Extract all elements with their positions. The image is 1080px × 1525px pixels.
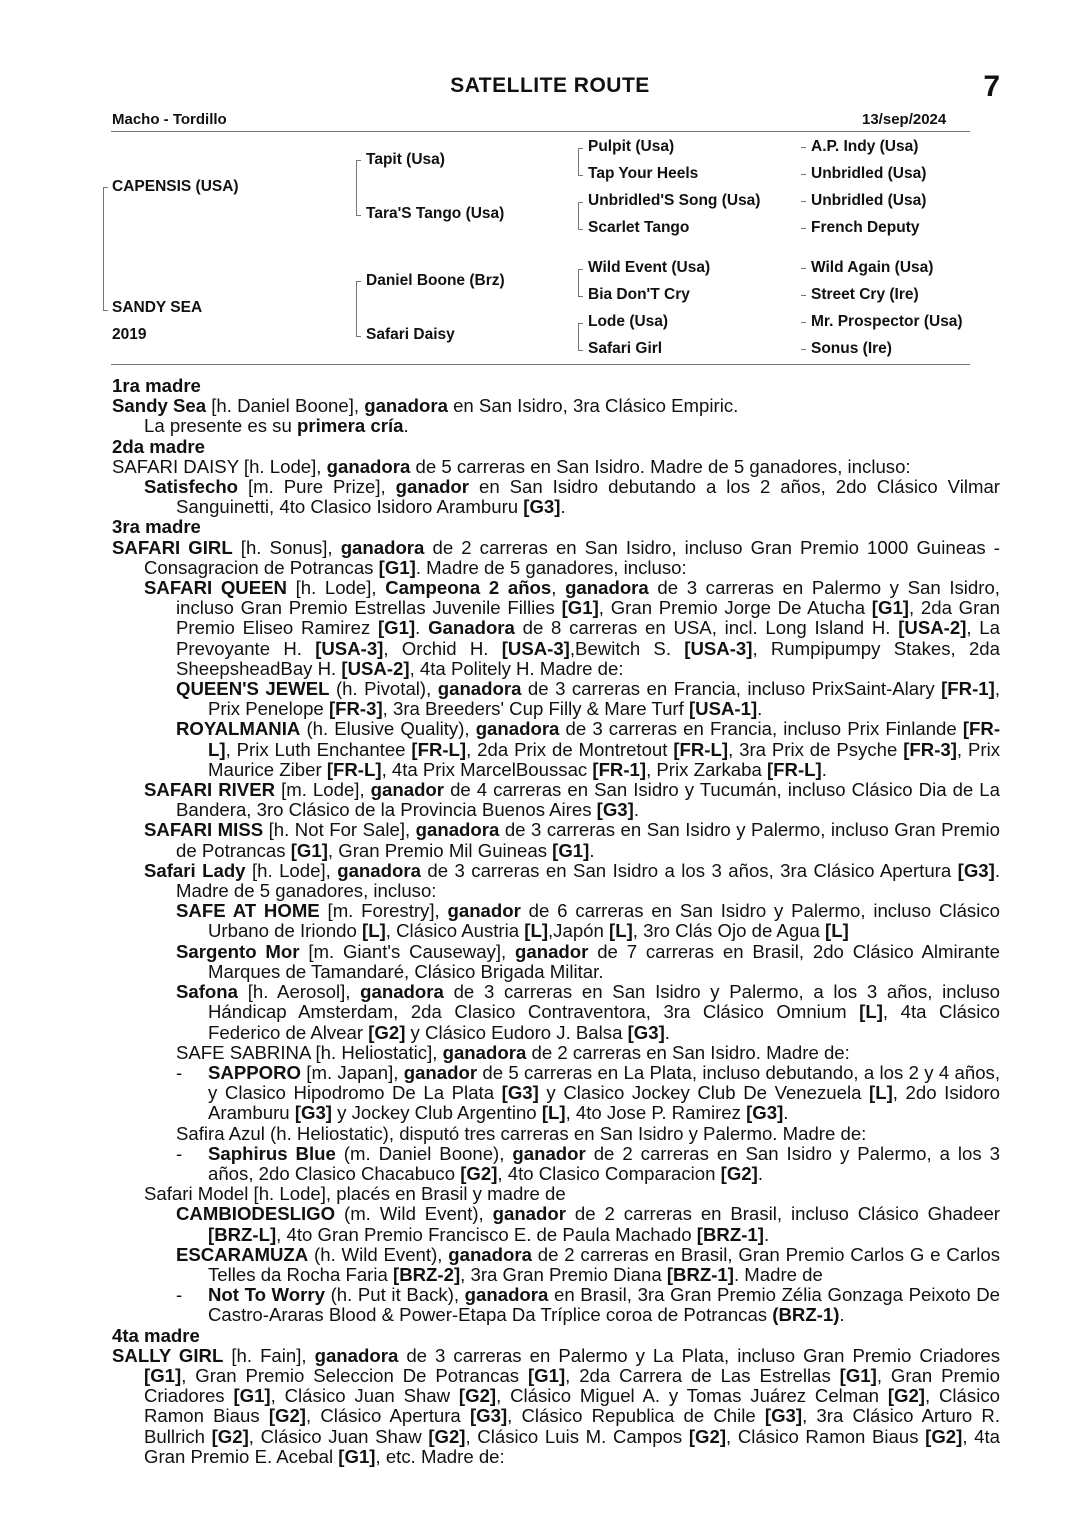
entry-text: , bbox=[551, 577, 566, 599]
entry-text-bold: ganadora bbox=[464, 1284, 549, 1306]
pedigree-gen3: Scarlet Tango bbox=[588, 219, 690, 236]
pedigree-connector bbox=[578, 350, 583, 351]
entry-text-bold: ganadora bbox=[340, 536, 425, 558]
entry-text-bold: ganador bbox=[447, 900, 521, 922]
pedigree-gen4: A.P. Indy (Usa) bbox=[811, 138, 919, 155]
entry-text-bold: Campeona 2 años bbox=[385, 577, 552, 599]
pedigree-bottom-divider bbox=[111, 364, 970, 365]
grade-tag: [G3] bbox=[957, 859, 995, 881]
entry-text: . Madre de bbox=[733, 1263, 823, 1285]
entry-text: . bbox=[839, 1304, 845, 1326]
pedigree-connector bbox=[578, 323, 583, 324]
horse-name: Satisfecho bbox=[144, 476, 239, 498]
entry-text: [h. Fain], bbox=[223, 1344, 315, 1366]
entry-text: de 3 carreras en San Isidro a los 3 años, 3ra Clásico Apertura bbox=[420, 859, 958, 881]
horse-name: Saphirus Blue bbox=[208, 1142, 336, 1164]
grade-tag: [FR-L] bbox=[766, 758, 822, 780]
pedigree-gen4: Street Cry (Ire) bbox=[811, 286, 919, 303]
grade-tag: [G3] bbox=[294, 1102, 332, 1124]
entry-text: (h. Pivotal), bbox=[329, 678, 438, 700]
grade-tag: [L] bbox=[825, 920, 849, 942]
grade-tag: [G1] bbox=[378, 556, 416, 578]
entry-text: (h. Wild Event), bbox=[308, 1243, 449, 1265]
entry-text-bold: ganadora bbox=[364, 395, 448, 417]
entry-text: , Gran Premio Seleccion De Potrancas bbox=[181, 1364, 528, 1386]
family-entry bbox=[112, 982, 1000, 1043]
entry-text: , 4ta Prix MarcelBoussac bbox=[381, 758, 593, 780]
entry-text: y Clasico Jockey Club De Venezuela bbox=[538, 1082, 870, 1104]
family-entry: Safira Azul (h. Heliostatic), disputó tres carreras en San Isidro y Palermo. Madre de: bbox=[176, 1122, 867, 1144]
entry-text: en San Isidro, 3ra Clásico Empiric. bbox=[447, 395, 739, 417]
entry-text: [m. Lode], bbox=[275, 779, 371, 801]
grade-tag: [G1] bbox=[290, 839, 328, 861]
entry-text: [h. Lode], bbox=[245, 859, 338, 881]
entry-text: de 2 carreras en Brasil, Gran Premio Carlos G e Carlos Telles da Rocha Faria bbox=[208, 1243, 1000, 1285]
pedigree-connector bbox=[578, 148, 579, 176]
pedigree-connector bbox=[103, 310, 108, 311]
grade-tag: [L] bbox=[859, 1001, 883, 1023]
grade-tag: [G1] bbox=[527, 1364, 566, 1386]
grade-tag: [BRZ-1] bbox=[696, 1223, 764, 1245]
family-entry bbox=[112, 1063, 1000, 1124]
entry-text: , Gran Premio Criadores bbox=[144, 1364, 1000, 1407]
pedigree-gen2: Tara'S Tango (Usa) bbox=[366, 205, 505, 222]
entry-text: . bbox=[415, 617, 429, 639]
pedigree-gen3: Lode (Usa) bbox=[588, 313, 669, 330]
grade-tag: [G2] bbox=[887, 1385, 925, 1407]
grade-tag: [G1] bbox=[552, 839, 590, 861]
grade-tag: [FR-1] bbox=[592, 758, 647, 780]
entry-text: , Clásico Republica de Chile bbox=[507, 1405, 765, 1427]
grade-tag: [USA-3] bbox=[501, 637, 570, 659]
grade-tag: [G1] bbox=[839, 1364, 877, 1386]
entry-text: [m. Giant's Causeway], bbox=[299, 940, 516, 962]
grade-tag: [G2] bbox=[368, 1021, 406, 1043]
grade-tag: [G2] bbox=[458, 1385, 497, 1407]
pedigree-top-divider bbox=[111, 131, 970, 132]
entry-text: , Clásico Juan Shaw bbox=[248, 1425, 429, 1447]
horse-name: ESCARAMUZA bbox=[176, 1243, 309, 1265]
grade-tag: [FR-1] bbox=[941, 678, 995, 700]
entry-text: , 4to Clasico Comparacion bbox=[497, 1162, 721, 1184]
entry-text: . bbox=[757, 1162, 763, 1184]
grade-tag: [L] bbox=[609, 920, 633, 942]
pedigree-gen4: Sonus (Ire) bbox=[811, 340, 892, 357]
grade-tag: [BRZ-2] bbox=[393, 1263, 461, 1285]
grade-tag: [G1] bbox=[871, 597, 909, 619]
entry-text: (m. Daniel Boone), bbox=[335, 1142, 513, 1164]
entry-text-bold: ganadora bbox=[326, 455, 411, 477]
entry-text: . bbox=[763, 1223, 770, 1245]
family-entry bbox=[112, 1144, 1000, 1184]
entry-text-bold: ganadora bbox=[442, 1041, 527, 1063]
grade-tag: [FR-L] bbox=[208, 718, 1001, 760]
grade-tag: [FR-3] bbox=[903, 738, 957, 760]
entry-text: de 3 carreras en Palermo y San Isidro, incluso Gran Premio Estrellas Juvenile Fillies bbox=[176, 577, 1000, 619]
entry-text: en Brasil, 3ra Gran Premio Zélia Gonzaga Peixoto De Castro-Araras Blood & Power-Etapa Da Tríplice coroa de Potrancas bbox=[208, 1284, 1000, 1326]
family-entry bbox=[112, 578, 1000, 679]
pedigree-connector bbox=[578, 269, 583, 270]
entry-text: , Clásico Juan Shaw bbox=[270, 1385, 459, 1407]
entry-text: , Clásico Luis M. Campos bbox=[465, 1425, 689, 1447]
entry-text: ,Bewitch S. bbox=[569, 637, 685, 659]
entry-text: de 2 carreras en San Isidro y Palermo, a los 3 años, 2do Clasico Chacabuco bbox=[208, 1142, 1000, 1184]
pedigree-gen3: Safari Girl bbox=[588, 340, 663, 357]
pedigree-gen3: Pulpit (Usa) bbox=[588, 138, 675, 155]
pedigree-dash bbox=[801, 201, 806, 202]
entry-text: , Orchid H. bbox=[383, 637, 502, 659]
pedigree-dash bbox=[801, 147, 806, 148]
entry-text: de 3 carreras en Francia, incluso Prix Finlande bbox=[559, 718, 963, 740]
entry-text: . Madre de 5 ganadores, incluso: bbox=[415, 556, 687, 578]
grade-tag: [G2] bbox=[720, 1162, 758, 1184]
entry-text: de 4 carreras en San Isidro y Tucumán, incluso Clásico Dia de La Bandera, 3ro Clásico de la Provincia Buenos Aires bbox=[176, 779, 1000, 821]
entry-text: . Madre de 5 ganadores, incluso: bbox=[176, 859, 1000, 902]
horse-name: Safari Lady bbox=[144, 859, 246, 881]
entry-text: , Gran Premio Jorge De Atucha bbox=[598, 597, 872, 619]
entry-text: , 2da Gran Premio Eliseo Ramirez bbox=[176, 597, 1000, 639]
family-entry bbox=[112, 861, 1000, 901]
section-heading: 4ta madre bbox=[112, 1324, 200, 1346]
grade-tag: [G1] bbox=[233, 1385, 271, 1407]
entry-text: . bbox=[633, 799, 640, 821]
grade-tag: [G2] bbox=[925, 1425, 963, 1447]
horse-name: Sargento Mor bbox=[176, 940, 300, 962]
pedigree-connector bbox=[578, 148, 583, 149]
family-entry bbox=[112, 396, 1000, 416]
pedigree-gen2: Safari Daisy bbox=[366, 326, 455, 343]
entry-text: , 3ra Gran Premio Diana bbox=[460, 1263, 667, 1285]
grade-tag: [USA-2] bbox=[341, 657, 410, 679]
grade-tag: [G2] bbox=[211, 1425, 249, 1447]
pedigree-dash bbox=[801, 228, 806, 229]
pedigree-gen4: Unbridled (Usa) bbox=[811, 192, 927, 209]
entry-text: , 2do Isidoro Aramburu bbox=[208, 1082, 1000, 1124]
entry-text: (h. Put it Back), bbox=[324, 1284, 465, 1306]
family-entry bbox=[112, 1285, 1000, 1325]
grade-tag: [FR-L] bbox=[673, 738, 729, 760]
pedigree-connector bbox=[578, 323, 579, 351]
grade-tag: [FR-L] bbox=[411, 738, 467, 760]
section-heading: 2da madre bbox=[112, 435, 206, 457]
pedigree-connector bbox=[356, 281, 357, 337]
entry-text-bold: ganadora bbox=[437, 678, 522, 700]
grade-tag: [BRZ-L] bbox=[208, 1223, 277, 1245]
horse-name: SAFE AT HOME bbox=[176, 900, 320, 922]
horse-name: SAFARI RIVER bbox=[144, 779, 276, 801]
family-entry bbox=[112, 901, 1000, 941]
entry-text-bold: ganadora bbox=[314, 1344, 399, 1366]
entry-text: , Prix Penelope bbox=[208, 678, 1000, 720]
grade-tag: [G3] bbox=[596, 799, 634, 821]
family-entry bbox=[112, 679, 1000, 719]
horse-name: Sandy Sea bbox=[112, 395, 207, 417]
grade-tag: [G1] bbox=[338, 1445, 376, 1467]
entry-text: , 3ra Prix de Psyche bbox=[728, 738, 904, 760]
entry-text: , 4ta Gran Premio E. Acebal bbox=[144, 1425, 1000, 1467]
entry-text: , 3ra Breeders' Cup Filly & Mare Turf bbox=[382, 698, 689, 720]
family-entry bbox=[112, 719, 1000, 780]
grade-tag: [G3] bbox=[469, 1405, 508, 1427]
entry-text: , 3ra Clásico Arturo R. Bullrich bbox=[144, 1405, 1000, 1447]
entry-text: de 2 carreras en San Isidro, incluso Gran Premio 1000 Guineas - Consagracion de Potrancas bbox=[144, 536, 1000, 578]
entry-text-bold: ganadora bbox=[448, 1243, 532, 1265]
entry-text: , Clásico Miguel A. y Tomas Juárez Celman bbox=[496, 1385, 888, 1407]
family-entry: Safari Model [h. Lode], placés en Brasil y madre de bbox=[144, 1183, 566, 1205]
entry-text: [h. Lode], bbox=[286, 577, 386, 599]
entry-text: . bbox=[757, 698, 763, 720]
pedigree-connector bbox=[356, 281, 361, 282]
grade-tag: [G2] bbox=[460, 1162, 498, 1184]
grade-tag: [USA-3] bbox=[315, 637, 384, 659]
entry-text: . bbox=[821, 758, 827, 780]
entry-text: [m. Forestry], bbox=[319, 900, 448, 922]
entry-text: , Rumpipumpy Stakes, 2da SheepsheadBay H. bbox=[176, 637, 1000, 679]
horse-name: SAFARI QUEEN bbox=[144, 577, 287, 599]
pedigree-gen4: Mr. Prospector (Usa) bbox=[811, 313, 963, 330]
entry-text: ,Japón bbox=[548, 920, 610, 942]
entry-text: [m. Japan], bbox=[301, 1061, 404, 1083]
pedigree-connector bbox=[103, 187, 104, 311]
entry-text: en San Isidro debutando a los 2 años, 2do Clásico Vilmar Sanguinetti, 4to Clasico Isidoro Aramburu bbox=[176, 476, 1000, 518]
entry-text: de 8 carreras en USA, incl. Long Island H. bbox=[514, 617, 899, 639]
grade-tag: [L] bbox=[524, 920, 549, 942]
grade-tag: (BRZ-1) bbox=[772, 1304, 840, 1326]
entry-text-bold: ganador bbox=[492, 1203, 566, 1225]
horse-name: ROYALMANIA bbox=[176, 718, 301, 740]
grade-tag: [G3] bbox=[764, 1405, 803, 1427]
family-entry bbox=[112, 780, 1000, 820]
entry-text: de 3 carreras en San Isidro y Palermo, incluso Gran Premio de Potrancas bbox=[176, 819, 1000, 861]
pedigree-connector bbox=[578, 202, 579, 230]
horse-name: SAFARI MISS bbox=[144, 819, 264, 841]
entry-text-bold: ganadora bbox=[337, 859, 421, 881]
pedigree-gen3: Unbridled'S Song (Usa) bbox=[588, 192, 761, 209]
entry-text: . bbox=[403, 415, 409, 437]
entry-text: . bbox=[560, 496, 566, 518]
pedigree-connector bbox=[578, 296, 583, 297]
entry-text: de 5 carreras en San Isidro. Madre de 5 ganadores, incluso: bbox=[410, 455, 911, 477]
entry-text: , Clásico Apertura bbox=[306, 1405, 470, 1427]
grade-tag: [L] bbox=[541, 1102, 566, 1124]
entry-text-bold: ganador bbox=[395, 476, 470, 498]
pedigree-dash bbox=[801, 322, 806, 323]
entry-text: de 3 carreras en San Isidro y Palermo, a los 3 años, incluso Hándicap Amsterdam, 2da Clasico Contraventora, 3ra Clásico Omnium bbox=[208, 981, 1000, 1023]
grade-tag: [FR-L] bbox=[326, 758, 382, 780]
pedigree-dash bbox=[801, 349, 806, 350]
entry-text: , 4ta Clásico Federico de Alvear bbox=[208, 1001, 1000, 1043]
horse-name: SAPPORO bbox=[208, 1061, 301, 1083]
pedigree-connector bbox=[578, 202, 583, 203]
grade-tag: [G3] bbox=[627, 1021, 665, 1043]
pedigree-gen4: French Deputy bbox=[811, 219, 920, 236]
pedigree-connector bbox=[578, 269, 579, 297]
pedigree-dam: SANDY SEA bbox=[112, 299, 203, 316]
family-entry bbox=[112, 1204, 1000, 1244]
pedigree-dash bbox=[801, 295, 806, 296]
entry-text: , 4to Gran Premio Francisco E. de Paula Machado bbox=[276, 1223, 697, 1245]
entry-text: , Clásico Ramon Biaus bbox=[144, 1385, 1000, 1427]
grade-tag: [FR-3] bbox=[328, 698, 383, 720]
pedigree-connector bbox=[356, 336, 361, 337]
pedigree-dash bbox=[801, 174, 806, 175]
section-heading: 3ra madre bbox=[112, 516, 201, 538]
grade-tag: [G3] bbox=[746, 1102, 784, 1124]
entry-text: [h. Aerosol], bbox=[238, 981, 361, 1003]
pedigree-connector bbox=[356, 160, 361, 161]
entry-text: y Jockey Club Argentino bbox=[332, 1102, 542, 1124]
entry-text: , La Prevoyante H. bbox=[176, 617, 1000, 659]
entry-text: de 6 carreras en San Isidro y Palermo, incluso Clásico Urbano de Iriondo bbox=[208, 900, 1000, 942]
family-entry bbox=[112, 820, 1000, 860]
pedigree-connector bbox=[356, 160, 357, 216]
grade-tag: [G2] bbox=[428, 1425, 466, 1447]
entry-text: , 2da Carrera de Las Estrellas bbox=[565, 1364, 840, 1386]
entry-text: de 3 carreras en Palermo y La Plata, incluso Gran Premio Criadores bbox=[398, 1344, 1000, 1366]
pedigree-gen4: Unbridled (Usa) bbox=[811, 165, 927, 182]
catalog-date: 13/sep/2024 bbox=[862, 111, 947, 128]
entry-text-bold: ganador bbox=[512, 1142, 586, 1164]
horse-name-title: SATELLITE ROUTE bbox=[450, 74, 650, 97]
entry-text-bold: ganadora bbox=[360, 981, 444, 1003]
grade-tag: [USA-2] bbox=[898, 617, 967, 639]
list-dash: - bbox=[176, 1061, 183, 1083]
pedigree-gen2: Tapit (Usa) bbox=[366, 151, 445, 168]
pedigree-gen4: Wild Again (Usa) bbox=[811, 259, 934, 276]
grade-tag: [L] bbox=[362, 920, 386, 942]
entry-text: , Prix Maurice Ziber bbox=[208, 738, 1000, 780]
entry-text: [h. Daniel Boone], bbox=[206, 395, 365, 417]
entry-text: , 4to Jose P. Ramirez bbox=[565, 1102, 747, 1124]
entry-text: La presente es su bbox=[144, 415, 297, 437]
entry-text: . bbox=[783, 1102, 789, 1124]
entry-text: de 7 carreras en Brasil, 2do Clásico Almirante Marques de Tamandaré, Clásico Brigada Militar. bbox=[208, 940, 1000, 982]
grade-tag: [G1] bbox=[144, 1364, 182, 1386]
entry-text: de 3 carreras en Francia, incluso PrixSaint-Alary bbox=[521, 678, 942, 700]
entry-text: y Clásico Eudoro J. Balsa bbox=[405, 1021, 628, 1043]
horse-name: SAFARI GIRL bbox=[112, 536, 233, 558]
pedigree-connector bbox=[356, 215, 361, 216]
entry-text: de 5 carreras en La Plata, incluso debutando, a los 2 y 4 años, y Clasico Hipodromo De La Plata bbox=[208, 1061, 1000, 1104]
entry-text-bold: ganadora bbox=[475, 718, 560, 740]
entry-text-bold: ganadora bbox=[565, 577, 649, 599]
entry-text: , Prix Zarkaba bbox=[646, 758, 767, 780]
grade-tag: [G1] bbox=[561, 597, 599, 619]
family-entry bbox=[112, 416, 1000, 436]
family-entry bbox=[112, 1043, 1000, 1063]
entry-text: , Clásico Ramon Biaus bbox=[726, 1425, 926, 1447]
pedigree-year: 2019 bbox=[112, 326, 147, 343]
entry-text-bold: ganador bbox=[403, 1061, 478, 1083]
pedigree-gen3: Bia Don'T Cry bbox=[588, 286, 690, 303]
pedigree-dash bbox=[801, 268, 806, 269]
entry-text: (m. Wild Event), bbox=[335, 1203, 493, 1225]
section-heading: 1ra madre bbox=[112, 375, 201, 396]
entry-text: [h. Sonus], bbox=[232, 536, 341, 558]
pedigree-connector bbox=[578, 229, 583, 230]
entry-text: SAFARI DAISY [h. Lode], bbox=[112, 455, 327, 477]
entry-text: , 3ro Clás Ojo de Agua bbox=[632, 920, 826, 942]
grade-tag: [BRZ-1] bbox=[666, 1263, 734, 1285]
pedigree-sire: CAPENSIS (USA) bbox=[112, 178, 239, 195]
entry-text: , Prix Luth Enchantee bbox=[225, 738, 412, 760]
grade-tag: [G1] bbox=[377, 617, 416, 639]
grade-tag: [G3] bbox=[501, 1082, 539, 1104]
entry-text: , Gran Premio Mil Guineas bbox=[327, 839, 553, 861]
entry-text: de 2 carreras en Brasil, incluso Clásico Ghadeer bbox=[565, 1203, 1000, 1225]
list-dash: - bbox=[176, 1142, 183, 1164]
family-entry bbox=[112, 942, 1000, 982]
horse-name: SALLY GIRL bbox=[112, 1344, 224, 1366]
grade-tag: [G3] bbox=[523, 496, 561, 518]
entry-text-bold: ganador bbox=[515, 940, 589, 962]
pedigree-gen3: Tap Your Heels bbox=[588, 165, 699, 182]
pedigree-gen3: Wild Event (Usa) bbox=[588, 259, 711, 276]
horse-name: CAMBIODESLIGO bbox=[176, 1203, 336, 1225]
entry-text: . bbox=[589, 839, 595, 861]
family-entry bbox=[112, 477, 1000, 517]
entry-text-bold: ganadora bbox=[415, 819, 500, 841]
female-family-text bbox=[112, 376, 1000, 1467]
family-entry bbox=[112, 538, 1000, 578]
entry-text: [h. Not For Sale], bbox=[263, 819, 416, 841]
entry-text: (h. Elusive Quality), bbox=[300, 718, 476, 740]
family-entry bbox=[112, 457, 1000, 477]
grade-tag: [L] bbox=[869, 1082, 893, 1104]
grade-tag: [USA-3] bbox=[684, 637, 753, 659]
list-dash: - bbox=[176, 1284, 183, 1306]
pedigree-connector bbox=[578, 175, 583, 176]
grade-tag: [G2] bbox=[688, 1425, 727, 1447]
entry-text: , etc. Madre de: bbox=[375, 1445, 505, 1467]
family-entry bbox=[112, 1346, 1000, 1467]
grade-tag: [USA-1] bbox=[688, 698, 758, 720]
entry-text: , Clásico Austria bbox=[385, 920, 525, 942]
family-entry bbox=[112, 1245, 1000, 1285]
entry-text: de 2 carreras en San Isidro. Madre de: bbox=[526, 1041, 850, 1063]
entry-text: [m. Pure Prize], bbox=[238, 476, 396, 498]
pedigree-connector bbox=[103, 187, 108, 188]
entry-text-bold: primera cría bbox=[296, 415, 404, 437]
entry-text-bold: Ganadora bbox=[428, 617, 515, 639]
entry-text-bold: ganador bbox=[370, 779, 445, 801]
entry-text: , 2da Prix de Montretout bbox=[466, 738, 674, 760]
entry-text: . bbox=[664, 1021, 670, 1043]
lot-number: 7 bbox=[983, 70, 1000, 103]
sex-color: Macho - Tordillo bbox=[112, 111, 227, 128]
entry-text: SAFE SABRINA [h. Heliostatic], bbox=[176, 1041, 443, 1063]
horse-name: Not To Worry bbox=[208, 1284, 325, 1306]
horse-name: Safona bbox=[176, 981, 238, 1003]
grade-tag: [G2] bbox=[268, 1405, 306, 1427]
entry-text: , 4ta Politely H. Madre de: bbox=[409, 657, 624, 679]
horse-name: QUEEN'S JEWEL bbox=[176, 678, 330, 700]
pedigree-gen2: Daniel Boone (Brz) bbox=[366, 272, 505, 289]
